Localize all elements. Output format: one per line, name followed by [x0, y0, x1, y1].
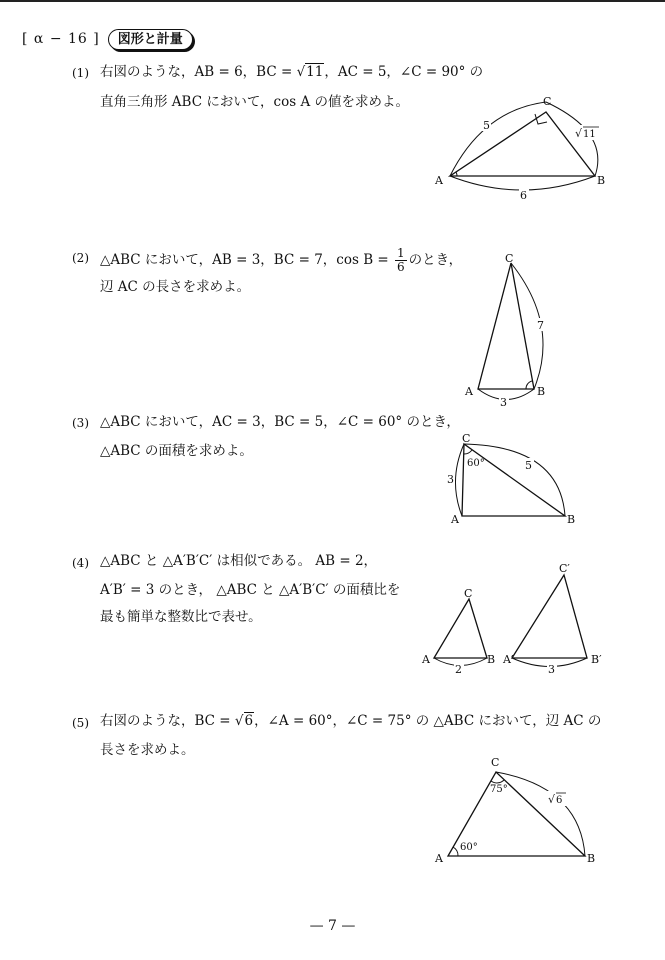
figure-5-triangle — [430, 752, 605, 867]
figure-1-right-triangle — [425, 92, 625, 207]
label-angle-a: 60° — [460, 842, 478, 853]
triangle-a2b2c2 — [512, 575, 587, 658]
problem-3-number: (3) — [72, 416, 89, 430]
fraction-one-sixth: $\frac{1}{6}$ — [397, 246, 405, 274]
label-bc: 5 — [525, 459, 532, 472]
label-bc: 6 — [556, 795, 563, 806]
arc-ab — [450, 176, 595, 190]
figure-2-triangle — [460, 250, 560, 410]
label-c: C — [464, 587, 473, 600]
problem-3-line-2: △ABC の面積を求めよ。 — [100, 443, 253, 459]
angle-c-mark — [464, 450, 472, 454]
figure-4-similar-triangles — [420, 555, 635, 680]
problem-4-line-2: A′B′ = 3 のとき， △ABC と △A′B′C′ の面積比を — [100, 582, 401, 598]
problem-2-number: (2) — [72, 251, 89, 265]
label-angle-c: 75° — [490, 784, 508, 795]
label-a: A — [465, 385, 473, 398]
page-number: — 7 — — [309, 918, 356, 934]
label-angle-c: 60° — [467, 458, 485, 469]
problem-1-line-1: 右図のような，AB = 6，BC = √11，AC = 5，∠C = 90° の — [100, 64, 484, 80]
triangle-1 — [450, 112, 595, 176]
label-bc: 11 — [583, 129, 596, 140]
problem-5-line-2: 長さを求めよ。 — [100, 742, 195, 758]
label-a2b2: 3 — [548, 663, 555, 676]
triangle-abc — [434, 599, 487, 658]
label-a: A — [422, 653, 430, 666]
problem-4-line-1: △ABC と △A′B′C′ は相似である。 AB = 2， — [100, 553, 378, 569]
problem-3-line-1: △ABC において，AC = 3，BC = 5，∠C = 60° のとき， — [100, 414, 460, 430]
arc-ac — [450, 102, 546, 176]
label-c-prime: C′ — [559, 562, 570, 575]
figure-3-triangle — [440, 428, 590, 528]
label-b-prime: B′ — [591, 653, 602, 666]
label-c: C — [462, 432, 471, 445]
problem-2-line-2: 辺 AC の長さを求めよ。 — [100, 279, 251, 295]
top-edge-line — [0, 0, 665, 2]
label-a: A — [435, 174, 443, 187]
label-b: B — [537, 385, 546, 398]
triangle-2 — [478, 263, 534, 389]
problem-4-line-3: 最も簡単な整数比で表せ。 — [100, 609, 262, 625]
label-ab: 3 — [500, 396, 507, 409]
label-ab: 2 — [455, 663, 462, 676]
label-b: B — [487, 653, 496, 666]
label-b: B — [587, 852, 596, 865]
topic-badge: 図形と計量 — [108, 29, 193, 50]
angle-b-mark — [526, 381, 532, 389]
label-ab: 6 — [520, 189, 527, 202]
label-a-prime: A′ — [503, 653, 514, 666]
problem-5-number: (5) — [72, 716, 89, 730]
label-c: C — [505, 252, 514, 265]
label-bc-sqrt: √ — [575, 127, 583, 140]
section-code: [ α − 16 ] — [22, 31, 100, 47]
section-header — [22, 28, 193, 50]
label-a: A — [435, 852, 443, 865]
label-ac: 5 — [483, 119, 490, 132]
sqrt-sign: √ — [296, 64, 306, 80]
label-b: B — [597, 174, 606, 187]
problem-4-number: (4) — [72, 556, 89, 570]
sqrt-sign: √ — [234, 713, 244, 729]
label-a: A — [451, 513, 459, 526]
label-ac: 3 — [447, 473, 454, 486]
label-bc: 7 — [537, 319, 544, 332]
problem-5-line-1: 右図のような，BC = √6，∠A = 60°，∠C = 75° の △ABC において，辺 AC の — [100, 713, 602, 729]
label-c: C — [543, 95, 552, 108]
label-b: B — [567, 513, 576, 526]
problem-1-number: (1) — [72, 66, 89, 80]
label-bc-sqrt: √ — [548, 793, 556, 806]
problem-1-line-2: 直角三角形 ABC において，cos A の値を求めよ。 — [100, 94, 410, 110]
angle-a-mark — [453, 847, 458, 856]
angle-c-mark — [491, 780, 504, 783]
problem-2-line-1: △ABC において，AB = 3，BC = 7，cos B = $\frac{1}{6}$ のとき， — [100, 246, 463, 274]
label-c: C — [491, 756, 500, 769]
triangle-3 — [462, 444, 565, 516]
